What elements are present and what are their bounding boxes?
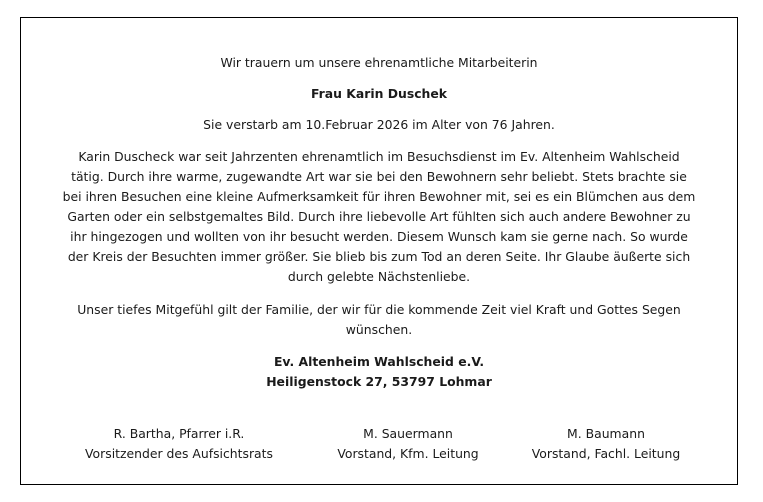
signature-block [69,424,289,464]
signature-block [298,424,518,464]
condolence-line: wünschen. [345,322,413,337]
organization-name: Ev. Altenheim Wahlscheid e.V. [273,354,485,369]
tribute-line: ihr hingezogen und wollten von ihr besucht werden. Diesem Wunsch kam sie gerne nach. So wurde [70,229,688,244]
organization-address: Heiligenstock 27, 53797 Lohmar [266,374,492,389]
signatory-role: Vorstand, Fachl. Leitung [531,446,681,461]
signatures-row [21,424,737,468]
tribute-line: der Kreis der Besuchten immer größer. Sie blieb bis zum Tod an deren Seite. Ihr Glaube äußerte sich [67,249,691,264]
tribute-line: tätig. Durch ihre warme, zugewandte Art war sie bei den Bewohnern sehr beliebt. Stets brachte sie [71,169,687,184]
signatory-role: Vorsitzender des Aufsichtsrats [85,446,273,461]
intro-section [21,53,737,73]
intro-text: Wir trauern um unsere ehrenamtliche Mitarbeiterin [220,55,538,70]
signatory-name: M. Baumann [567,426,645,441]
tribute-line: durch gelebte Nächstenliebe. [287,269,471,284]
organization-block [21,352,737,392]
condolence-line: Unser tiefes Mitgefühl gilt der Familie, der wir für die kommende Zeit viel Kraft und Gottes Segen [77,302,681,317]
deceased-name: Frau Karin Duschek [310,86,448,101]
death-date-text: Sie verstarb am 10.Februar 2026 im Alter von 76 Jahren. [203,117,555,132]
notice-frame [20,17,738,485]
signature-block [496,424,716,464]
signatory-name: M. Sauermann [363,426,453,441]
signatory-role: Vorstand, Kfm. Leitung [337,446,479,461]
tribute-line: Karin Duscheck war seit Jahrzenten ehrenamtlich im Besuchsdienst im Ev. Altenheim Wahlscheid [78,149,680,164]
tribute-line: bei ihren Besuchen eine kleine Aufmerksamkeit für ihren Bewohner mit, sei es ein Blümchen aus dem [62,189,696,204]
signatory-name: R. Bartha, Pfarrer i.R. [113,426,245,441]
tribute-paragraph [21,147,737,287]
date-section [21,115,737,135]
name-section [21,84,737,104]
tribute-line: Garten oder ein selbstgemaltes Bild. Durch ihre liebevolle Art fühlten sich auch andere Bewohner zu [67,209,691,224]
condolence-paragraph [21,300,737,340]
